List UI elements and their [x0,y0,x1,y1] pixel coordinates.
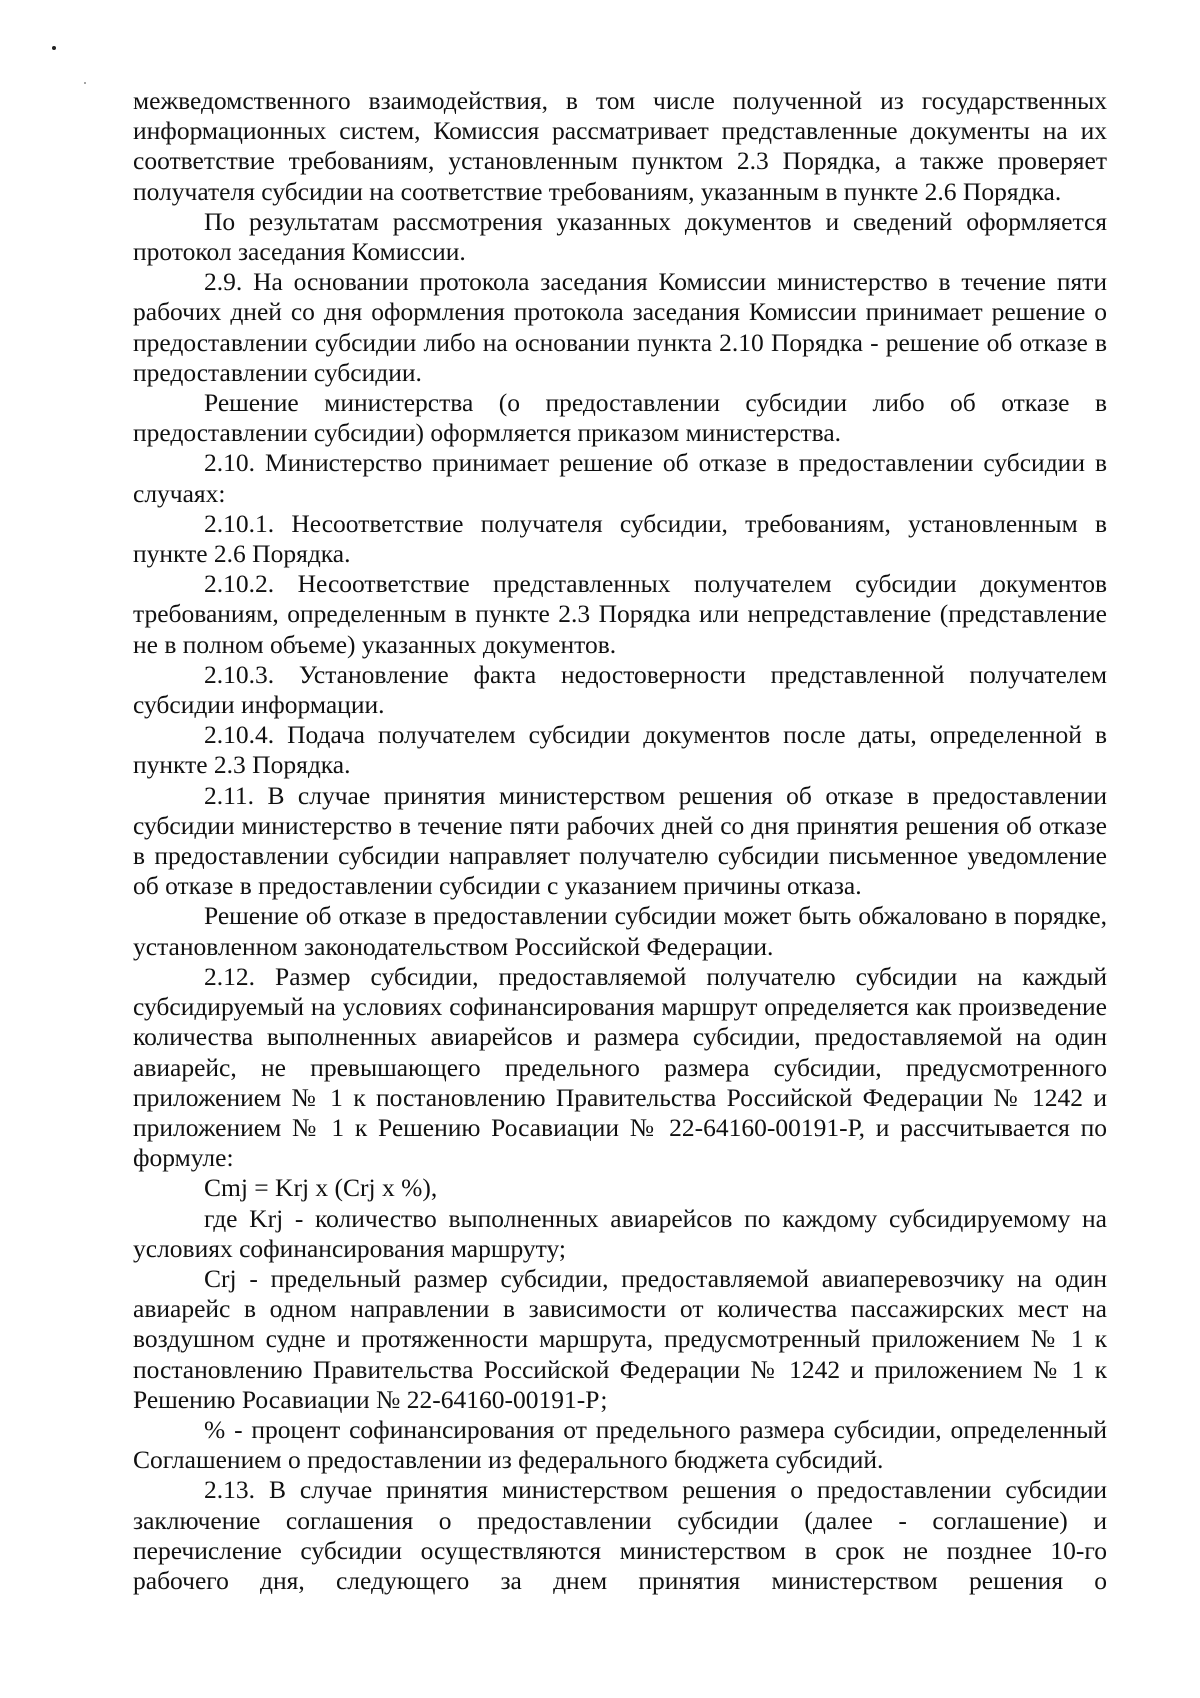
paragraph: По результатам рассмотрения указанных документов и сведений оформляется протокол заседания Комиссии. [133,206,1107,267]
paragraph: Решение об отказе в предоставлении субсидии может быть обжаловано в порядке, установленном законодательством Российской Федерации. [133,901,1107,961]
scan-speck [52,46,56,50]
paragraph: межведомственного взаимодействия, в том числе полученной из государственных информационных систем, Комиссия рассматривает представленные документы на их соответствие требованиям, установленным пунктом 2.3 Порядка, а также проверяет получателя субсидии на соответствие требованиям, указанным в пункте 2.6 Порядка. [133,86,1107,206]
paragraph-2-10-1: 2.10.1. Несоответствие получателя субсидии, требованиям, установленным в пункте 2.6 Порядка. [133,508,1107,569]
paragraph-2-11: 2.11. В случае принятия министерством решения об отказе в предоставлении субсидии министерство в течение пяти рабочих дней со дня принятия решения об отказе в предоставлении субсидии направляет получателю субсидии письменное уведомление об отказе в предоставлении субсидии с указанием причины отказа. [133,780,1107,901]
paragraph-2-13: 2.13. В случае принятия министерством решения о предоставлении субсидии заключение соглашения о предоставлении субсидии (далее - соглашение) и перечисление субсидии осуществляются министерством в срок не позднее 10-го рабочего дня, следующего за днем принятия министерством решения о [133,1475,1107,1595]
paragraph-2-10-3: 2.10.3. Установление факта недостоверности представленной получателем субсидии информации. [133,659,1107,720]
paragraph-2-10-4: 2.10.4. Подача получателем субсидии документов после даты, определенной в пункте 2.3 Порядка. [133,720,1107,780]
formula-definition-percent: % - процент софинансирования от предельного размера субсидии, определенный Соглашением о предоставлении из федерального бюджета субсидий. [133,1414,1107,1475]
paragraph-2-10-2: 2.10.2. Несоответствие представленных получателем субсидии документов требованиям, определенным в пункте 2.3 Порядка или непредставление (представление не в полном объеме) указанных документов. [133,569,1107,659]
paragraph-2-12: 2.12. Размер субсидии, предоставляемой получателю субсидии на каждый субсидируемый на условиях софинансирования маршрут определяется как произведение количества выполненных авиарейсов и размера субсидии, предоставляемой на один авиарейс, не превышающего предельного размера субсидии, предусмотренного приложением № 1 к постановлению Правительства Российской Федерации № 1242 и приложением № 1 к Решению Росавиации № 22-64160-00191-Р, и рассчитывается по формуле: [133,961,1107,1173]
document-body [133,86,1107,1596]
formula-definition-crj: Crj - предельный размер субсидии, предоставляемой авиаперевозчику на один авиарейс в одном направлении в зависимости от количества пассажирских мест на воздушном судне и протяженности маршрута, предусмотренный приложением № 1 к постановлению Правительства Российской Федерации № 1242 и приложением № 1 к Решению Росавиации № 22-64160-00191-Р; [133,1263,1107,1414]
paragraph-2-9: 2.9. На основании протокола заседания Комиссии министерство в течение пяти рабочих дней со дня оформления протокола заседания Комиссии принимает решение о предоставлении субсидии либо на основании пункта 2.10 Порядка - решение об отказе в предоставлении субсидии. [133,267,1107,387]
paragraph-2-10: 2.10. Министерство принимает решение об отказе в предоставлении субсидии в случаях: [133,448,1107,508]
scan-speck [84,82,86,84]
paragraph: Решение министерства (о предоставлении субсидии либо об отказе в предоставлении субсидии) оформляется приказом министерства. [133,388,1107,448]
formula-definition-krj: где Krj - количество выполненных авиарейсов по каждому субсидируемому на условиях софинансирования маршруту; [133,1203,1107,1263]
formula: Cmj = Krj x (Crj x %), [204,1173,438,1203]
